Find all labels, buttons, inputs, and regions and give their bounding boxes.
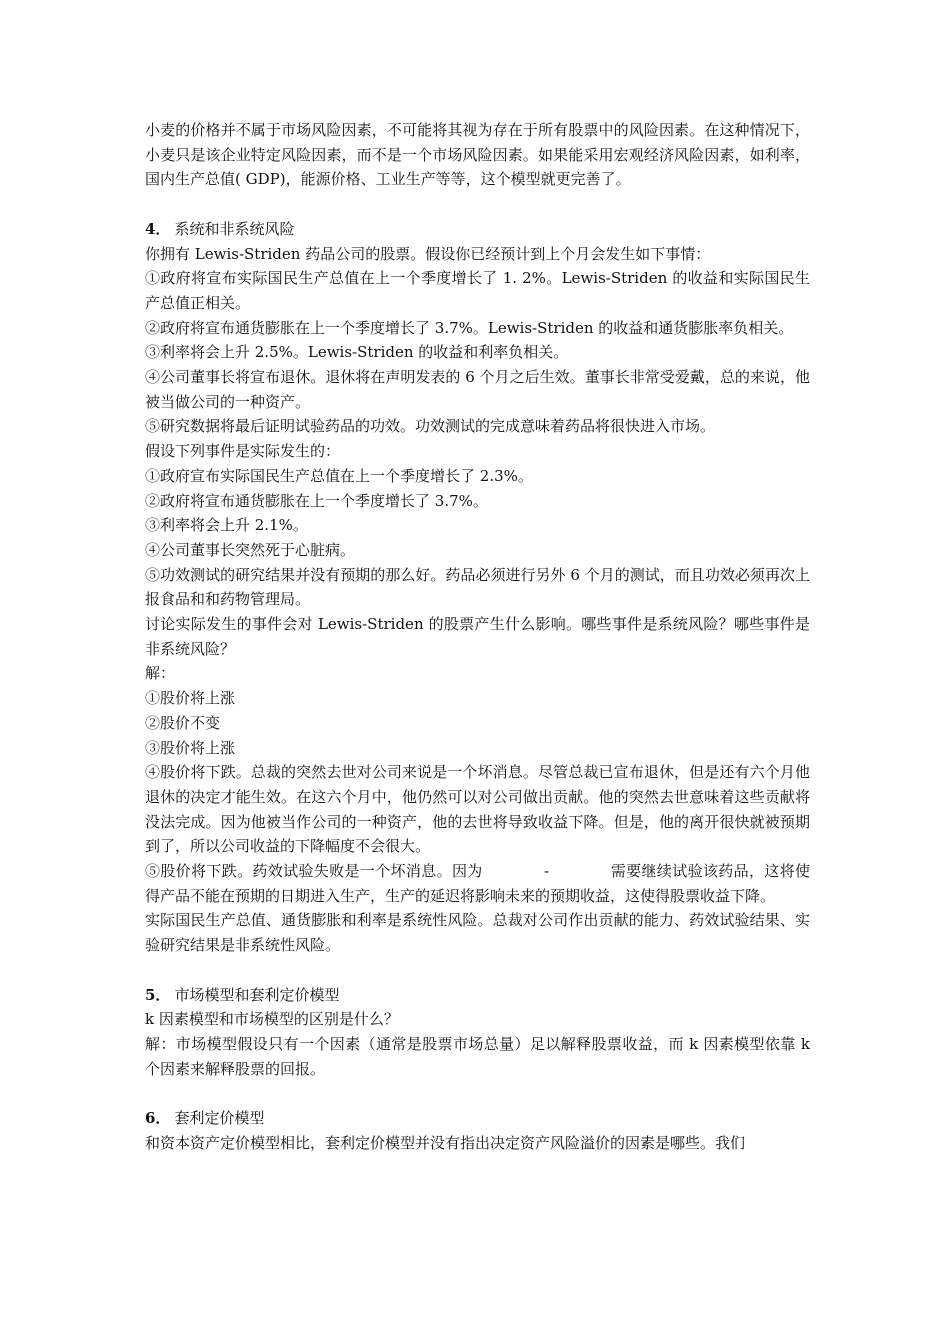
section-5-question: k 因素模型和市场模型的区别是什么？: [145, 1010, 399, 1029]
section-4-number: 4．: [145, 219, 171, 238]
spacer: [145, 192, 810, 217]
section-6-number: 6．: [145, 1109, 171, 1128]
section-4-conclusion: 实际国民生产总值、通货膨胀和利率是系统性风险。总裁对公司作出贡献的能力、药效试验结果、实验研究结果是非系统性风险。: [145, 911, 810, 955]
section-4-title: 系统和非系统风险: [174, 219, 295, 238]
answer-3: ③股价将上涨: [145, 738, 236, 757]
section-6-title: 套利定价模型: [174, 1109, 265, 1128]
answer-1: ①股价将上涨: [145, 689, 236, 708]
section-5-heading: [145, 983, 810, 1008]
actual-event-3: ③利率将会上升 2.1%。: [145, 516, 308, 535]
answer-4: ④股价将下跌。总裁的突然去世对公司来说是一个坏消息。尽管总裁已宣布退休，但是还有六个月他退休的决定才能生效。在这六个月中，他仍然可以对公司做出贡献。他的突然去世意味着这些贡献将没法完成。因为他被当作公司的一种资产，他的去世将导致收益下降。但是，他的离开很快就被预期到了，所以公司收益的下降幅度不会很大。: [145, 763, 810, 856]
section-4-question: 讨论实际发生的事件会对 Lewis-Striden 的股票产生什么影响。哪些事件是系统风险？哪些事件是非系统风险？: [145, 615, 810, 658]
section-5-title: 市场模型和套利定价模型: [174, 985, 340, 1004]
spacer: [145, 958, 810, 983]
solution-label: 解：: [145, 664, 176, 683]
section-5-answer: 解：市场模型假设只有一个因素（通常是股票市场总量）足以解释股票收益，而 k 因素模型依靠 k 个因素来解释股票的回报。: [145, 1034, 810, 1078]
expected-event-1: ①政府将宣布实际国民生产总值在上一个季度增长了 1. 2%。Lewis-Striden 的收益和实际国民生产总值正相关。: [145, 269, 810, 312]
document-page: [145, 118, 810, 1155]
expected-event-3: ③利率将会上升 2.5%。Lewis-Striden 的收益和利率负相关。: [145, 343, 569, 362]
section-6-heading: [145, 1106, 810, 1131]
section-5-number: 5．: [145, 985, 171, 1004]
expected-event-2: ②政府将宣布通货膨胀在上一个季度增长了 3.7%。Lewis-Striden 的收益和通货膨胀率负相关。: [145, 318, 794, 337]
intro-paragraph: 小麦的价格并不属于市场风险因素，不可能将其视为存在于所有股票中的风险因素。在这种情况下，小麦只是该企业特定风险因素，而不是一个市场风险因素。如果能采用宏观经济风险因素，如利率，国内生产总值( GDP)，能源价格、工业生产等等，这个模型就更完善了。: [145, 121, 810, 189]
actual-event-4: ④公司董事长突然死于心脏病。: [145, 540, 356, 559]
section-4-intro: 你拥有 Lewis-Striden 药品公司的股票。假设你已经预计到上个月会发生如下事情：: [145, 244, 711, 263]
expected-event-4: ④公司董事长将宣布退休。退休将在声明发表的 6 个月之后生效。董事长非常受爱戴，总的来说，他被当做公司的一种资产。: [145, 368, 810, 411]
actual-event-5: ⑤功效测试的研究结果并没有预期的那么好。药品必须进行另外 6 个月的测试，而且功效必须再次上报食品和和药物管理局。: [145, 565, 810, 609]
section-4-heading: [145, 217, 810, 242]
answer-2: ②股价不变: [145, 713, 221, 732]
expected-event-5: ⑤研究数据将最后证明试验药品的功效。功效测试的完成意味着药品将很快进入市场。: [145, 417, 716, 436]
spacer: [145, 1081, 810, 1106]
actual-event-1: ①政府宣布实际国民生产总值在上一个季度增长了 2.3%。: [145, 466, 533, 485]
actual-events-intro: 假设下列事件是实际发生的：: [145, 442, 341, 461]
section-6-text: 和资本资产定价模型相比，套利定价模型并没有指出决定资产风险溢价的因素是哪些。我们: [145, 1133, 746, 1152]
actual-event-2: ②政府将宣布通货膨胀在上一个季度增长了 3.7%。: [145, 491, 488, 510]
answer-5: ⑤股价将下跌。药效试验失败是一个坏消息。因为 - 需要继续试验该药品，这将使得产品不能在预期的日期进入生产，生产的延迟将影响未来的预期收益，这使得股票收益下降。: [145, 862, 810, 905]
